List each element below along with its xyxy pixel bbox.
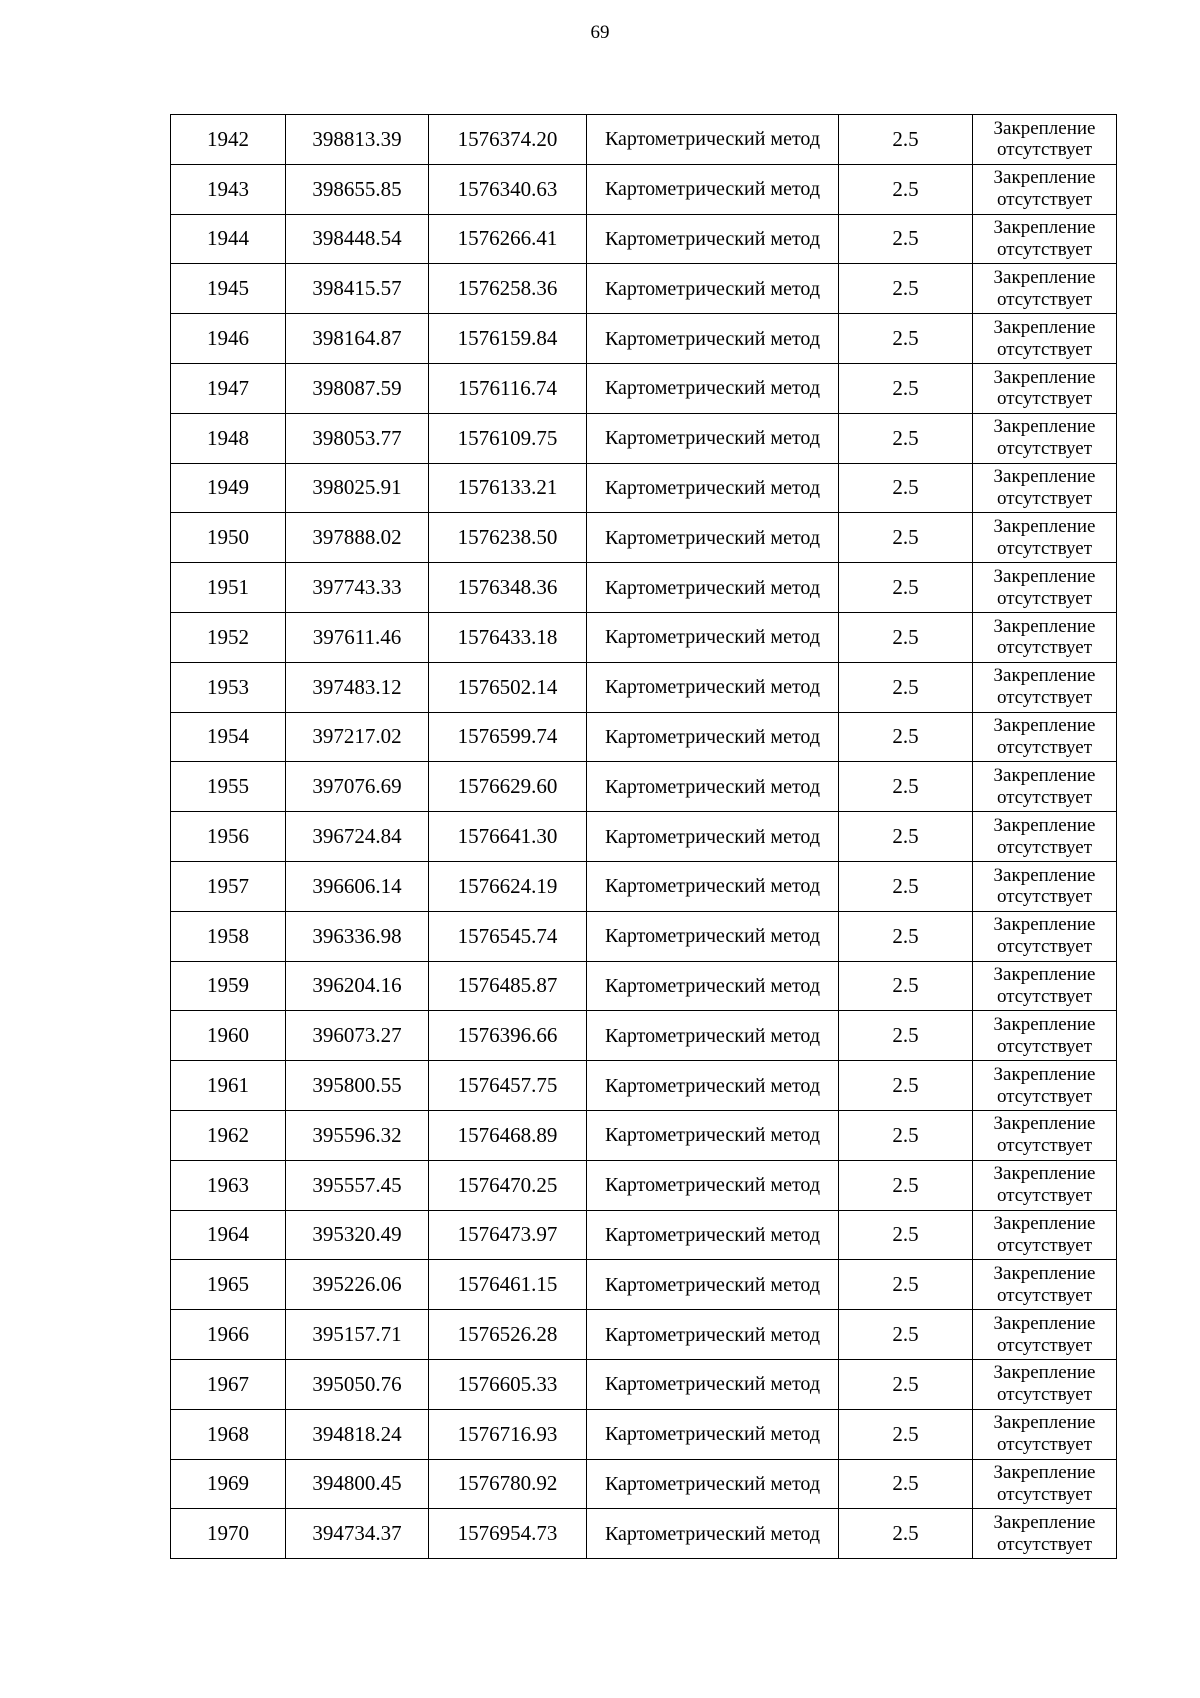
table-body — [171, 115, 1117, 1559]
y-coordinate-cell: 1576457.75 — [429, 1061, 587, 1111]
fixing-cell: Закрепление отсутствует — [973, 164, 1117, 214]
accuracy-cell: 2.5 — [839, 762, 973, 812]
point-number-cell: 1969 — [171, 1459, 286, 1509]
method-cell: Картометрический метод — [587, 961, 839, 1011]
accuracy-cell: 2.5 — [839, 812, 973, 862]
fixing-cell: Закрепление отсутствует — [973, 911, 1117, 961]
fixing-cell: Закрепление отсутствует — [973, 1459, 1117, 1509]
point-number-cell: 1965 — [171, 1260, 286, 1310]
y-coordinate-cell: 1576716.93 — [429, 1409, 587, 1459]
x-coordinate-cell: 394818.24 — [286, 1409, 429, 1459]
y-coordinate-cell: 1576624.19 — [429, 861, 587, 911]
method-cell: Картометрический метод — [587, 214, 839, 264]
table-row — [171, 1110, 1117, 1160]
x-coordinate-cell: 397217.02 — [286, 712, 429, 762]
table-row — [171, 513, 1117, 563]
x-coordinate-cell: 397483.12 — [286, 662, 429, 712]
accuracy-cell: 2.5 — [839, 115, 973, 165]
accuracy-cell: 2.5 — [839, 1011, 973, 1061]
x-coordinate-cell: 398164.87 — [286, 314, 429, 364]
x-coordinate-cell: 398053.77 — [286, 413, 429, 463]
accuracy-cell: 2.5 — [839, 563, 973, 613]
method-cell: Картометрический метод — [587, 314, 839, 364]
fixing-cell: Закрепление отсутствует — [973, 1011, 1117, 1061]
accuracy-cell: 2.5 — [839, 1359, 973, 1409]
point-number-cell: 1957 — [171, 861, 286, 911]
point-number-cell: 1947 — [171, 363, 286, 413]
fixing-cell: Закрепление отсутствует — [973, 762, 1117, 812]
table-row — [171, 812, 1117, 862]
y-coordinate-cell: 1576780.92 — [429, 1459, 587, 1509]
fixing-cell: Закрепление отсутствует — [973, 1509, 1117, 1559]
accuracy-cell: 2.5 — [839, 264, 973, 314]
fixing-cell: Закрепление отсутствует — [973, 712, 1117, 762]
fixing-cell: Закрепление отсутствует — [973, 513, 1117, 563]
accuracy-cell: 2.5 — [839, 1110, 973, 1160]
point-number-cell: 1946 — [171, 314, 286, 364]
accuracy-cell: 2.5 — [839, 314, 973, 364]
accuracy-cell: 2.5 — [839, 1260, 973, 1310]
table-row — [171, 1310, 1117, 1360]
y-coordinate-cell: 1576348.36 — [429, 563, 587, 613]
x-coordinate-cell: 395226.06 — [286, 1260, 429, 1310]
method-cell: Картометрический метод — [587, 413, 839, 463]
accuracy-cell: 2.5 — [839, 961, 973, 1011]
accuracy-cell: 2.5 — [839, 612, 973, 662]
table-row — [171, 563, 1117, 613]
accuracy-cell: 2.5 — [839, 1160, 973, 1210]
fixing-cell: Закрепление отсутствует — [973, 1110, 1117, 1160]
point-number-cell: 1942 — [171, 115, 286, 165]
fixing-cell: Закрепление отсутствует — [973, 1160, 1117, 1210]
x-coordinate-cell: 397743.33 — [286, 563, 429, 613]
x-coordinate-cell: 396336.98 — [286, 911, 429, 961]
x-coordinate-cell: 398655.85 — [286, 164, 429, 214]
method-cell: Картометрический метод — [587, 1260, 839, 1310]
point-number-cell: 1959 — [171, 961, 286, 1011]
point-number-cell: 1961 — [171, 1061, 286, 1111]
fixing-cell: Закрепление отсутствует — [973, 463, 1117, 513]
x-coordinate-cell: 398025.91 — [286, 463, 429, 513]
fixing-cell: Закрепление отсутствует — [973, 363, 1117, 413]
table-row — [171, 115, 1117, 165]
table-row — [171, 363, 1117, 413]
method-cell: Картометрический метод — [587, 712, 839, 762]
method-cell: Картометрический метод — [587, 1210, 839, 1260]
method-cell: Картометрический метод — [587, 762, 839, 812]
table-row — [171, 762, 1117, 812]
accuracy-cell: 2.5 — [839, 513, 973, 563]
table-row — [171, 264, 1117, 314]
fixing-cell: Закрепление отсутствует — [973, 1409, 1117, 1459]
fixing-cell: Закрепление отсутствует — [973, 214, 1117, 264]
point-number-cell: 1948 — [171, 413, 286, 463]
accuracy-cell: 2.5 — [839, 1061, 973, 1111]
table-row — [171, 1160, 1117, 1210]
accuracy-cell: 2.5 — [839, 911, 973, 961]
table-row — [171, 961, 1117, 1011]
y-coordinate-cell: 1576502.14 — [429, 662, 587, 712]
method-cell: Картометрический метод — [587, 1310, 839, 1360]
method-cell: Картометрический метод — [587, 812, 839, 862]
y-coordinate-cell: 1576116.74 — [429, 363, 587, 413]
point-number-cell: 1954 — [171, 712, 286, 762]
point-number-cell: 1970 — [171, 1509, 286, 1559]
accuracy-cell: 2.5 — [839, 1459, 973, 1509]
method-cell: Картометрический метод — [587, 115, 839, 165]
y-coordinate-cell: 1576641.30 — [429, 812, 587, 862]
method-cell: Картометрический метод — [587, 463, 839, 513]
x-coordinate-cell: 396073.27 — [286, 1011, 429, 1061]
fixing-cell: Закрепление отсутствует — [973, 264, 1117, 314]
x-coordinate-cell: 394734.37 — [286, 1509, 429, 1559]
y-coordinate-cell: 1576133.21 — [429, 463, 587, 513]
x-coordinate-cell: 398813.39 — [286, 115, 429, 165]
fixing-cell: Закрепление отсутствует — [973, 1310, 1117, 1360]
page-number: 69 — [590, 22, 610, 43]
x-coordinate-cell: 397076.69 — [286, 762, 429, 812]
x-coordinate-cell: 394800.45 — [286, 1459, 429, 1509]
point-number-cell: 1962 — [171, 1110, 286, 1160]
table-row — [171, 214, 1117, 264]
x-coordinate-cell: 395157.71 — [286, 1310, 429, 1360]
x-coordinate-cell: 395596.32 — [286, 1110, 429, 1160]
fixing-cell: Закрепление отсутствует — [973, 1359, 1117, 1409]
y-coordinate-cell: 1576433.18 — [429, 612, 587, 662]
method-cell: Картометрический метод — [587, 363, 839, 413]
fixing-cell: Закрепление отсутствует — [973, 812, 1117, 862]
point-number-cell: 1967 — [171, 1359, 286, 1409]
method-cell: Картометрический метод — [587, 1011, 839, 1061]
x-coordinate-cell: 396204.16 — [286, 961, 429, 1011]
point-number-cell: 1964 — [171, 1210, 286, 1260]
point-number-cell: 1963 — [171, 1160, 286, 1210]
x-coordinate-cell: 397888.02 — [286, 513, 429, 563]
point-number-cell: 1952 — [171, 612, 286, 662]
table-row — [171, 1459, 1117, 1509]
y-coordinate-cell: 1576109.75 — [429, 413, 587, 463]
fixing-cell: Закрепление отсутствует — [973, 1260, 1117, 1310]
table-row — [171, 1210, 1117, 1260]
accuracy-cell: 2.5 — [839, 1409, 973, 1459]
method-cell: Картометрический метод — [587, 861, 839, 911]
x-coordinate-cell: 395800.55 — [286, 1061, 429, 1111]
method-cell: Картометрический метод — [587, 264, 839, 314]
method-cell: Картометрический метод — [587, 1459, 839, 1509]
point-number-cell: 1950 — [171, 513, 286, 563]
fixing-cell: Закрепление отсутствует — [973, 662, 1117, 712]
accuracy-cell: 2.5 — [839, 413, 973, 463]
y-coordinate-cell: 1576485.87 — [429, 961, 587, 1011]
table-row — [171, 1359, 1117, 1409]
point-number-cell: 1955 — [171, 762, 286, 812]
y-coordinate-cell: 1576258.36 — [429, 264, 587, 314]
y-coordinate-cell: 1576159.84 — [429, 314, 587, 364]
accuracy-cell: 2.5 — [839, 712, 973, 762]
y-coordinate-cell: 1576954.73 — [429, 1509, 587, 1559]
accuracy-cell: 2.5 — [839, 1509, 973, 1559]
method-cell: Картометрический метод — [587, 1509, 839, 1559]
coordinates-table — [170, 114, 1117, 1559]
table-row — [171, 1509, 1117, 1559]
x-coordinate-cell: 398448.54 — [286, 214, 429, 264]
x-coordinate-cell: 398415.57 — [286, 264, 429, 314]
accuracy-cell: 2.5 — [839, 463, 973, 513]
point-number-cell: 1960 — [171, 1011, 286, 1061]
table-row — [171, 164, 1117, 214]
y-coordinate-cell: 1576266.41 — [429, 214, 587, 264]
method-cell: Картометрический метод — [587, 911, 839, 961]
table-row — [171, 1011, 1117, 1061]
y-coordinate-cell: 1576473.97 — [429, 1210, 587, 1260]
fixing-cell: Закрепление отсутствует — [973, 1210, 1117, 1260]
y-coordinate-cell: 1576340.63 — [429, 164, 587, 214]
method-cell: Картометрический метод — [587, 563, 839, 613]
table-row — [171, 662, 1117, 712]
accuracy-cell: 2.5 — [839, 214, 973, 264]
method-cell: Картометрический метод — [587, 513, 839, 563]
fixing-cell: Закрепление отсутствует — [973, 115, 1117, 165]
x-coordinate-cell: 396724.84 — [286, 812, 429, 862]
y-coordinate-cell: 1576470.25 — [429, 1160, 587, 1210]
table-row — [171, 1260, 1117, 1310]
table-row — [171, 911, 1117, 961]
x-coordinate-cell: 395320.49 — [286, 1210, 429, 1260]
point-number-cell: 1958 — [171, 911, 286, 961]
accuracy-cell: 2.5 — [839, 662, 973, 712]
fixing-cell: Закрепление отсутствует — [973, 413, 1117, 463]
table-row — [171, 612, 1117, 662]
point-number-cell: 1966 — [171, 1310, 286, 1360]
fixing-cell: Закрепление отсутствует — [973, 1061, 1117, 1111]
y-coordinate-cell: 1576238.50 — [429, 513, 587, 563]
fixing-cell: Закрепление отсутствует — [973, 861, 1117, 911]
method-cell: Картометрический метод — [587, 1061, 839, 1111]
accuracy-cell: 2.5 — [839, 363, 973, 413]
y-coordinate-cell: 1576629.60 — [429, 762, 587, 812]
fixing-cell: Закрепление отсутствует — [973, 612, 1117, 662]
y-coordinate-cell: 1576545.74 — [429, 911, 587, 961]
y-coordinate-cell: 1576461.15 — [429, 1260, 587, 1310]
x-coordinate-cell: 395050.76 — [286, 1359, 429, 1409]
fixing-cell: Закрепление отсутствует — [973, 314, 1117, 364]
table-row — [171, 314, 1117, 364]
accuracy-cell: 2.5 — [839, 861, 973, 911]
y-coordinate-cell: 1576599.74 — [429, 712, 587, 762]
y-coordinate-cell: 1576526.28 — [429, 1310, 587, 1360]
x-coordinate-cell: 396606.14 — [286, 861, 429, 911]
x-coordinate-cell: 398087.59 — [286, 363, 429, 413]
fixing-cell: Закрепление отсутствует — [973, 961, 1117, 1011]
accuracy-cell: 2.5 — [839, 164, 973, 214]
method-cell: Картометрический метод — [587, 662, 839, 712]
accuracy-cell: 2.5 — [839, 1210, 973, 1260]
point-number-cell: 1953 — [171, 662, 286, 712]
table-row — [171, 463, 1117, 513]
x-coordinate-cell: 397611.46 — [286, 612, 429, 662]
y-coordinate-cell: 1576396.66 — [429, 1011, 587, 1061]
x-coordinate-cell: 395557.45 — [286, 1160, 429, 1210]
point-number-cell: 1944 — [171, 214, 286, 264]
table-row — [171, 413, 1117, 463]
method-cell: Картометрический метод — [587, 1110, 839, 1160]
y-coordinate-cell: 1576468.89 — [429, 1110, 587, 1160]
point-number-cell: 1949 — [171, 463, 286, 513]
method-cell: Картометрический метод — [587, 1359, 839, 1409]
method-cell: Картометрический метод — [587, 612, 839, 662]
table-row — [171, 1061, 1117, 1111]
fixing-cell: Закрепление отсутствует — [973, 563, 1117, 613]
method-cell: Картометрический метод — [587, 1409, 839, 1459]
table-row — [171, 1409, 1117, 1459]
method-cell: Картометрический метод — [587, 1160, 839, 1210]
point-number-cell: 1951 — [171, 563, 286, 613]
point-number-cell: 1943 — [171, 164, 286, 214]
method-cell: Картометрический метод — [587, 164, 839, 214]
table-row — [171, 712, 1117, 762]
y-coordinate-cell: 1576374.20 — [429, 115, 587, 165]
point-number-cell: 1956 — [171, 812, 286, 862]
point-number-cell: 1945 — [171, 264, 286, 314]
y-coordinate-cell: 1576605.33 — [429, 1359, 587, 1409]
accuracy-cell: 2.5 — [839, 1310, 973, 1360]
table-row — [171, 861, 1117, 911]
point-number-cell: 1968 — [171, 1409, 286, 1459]
